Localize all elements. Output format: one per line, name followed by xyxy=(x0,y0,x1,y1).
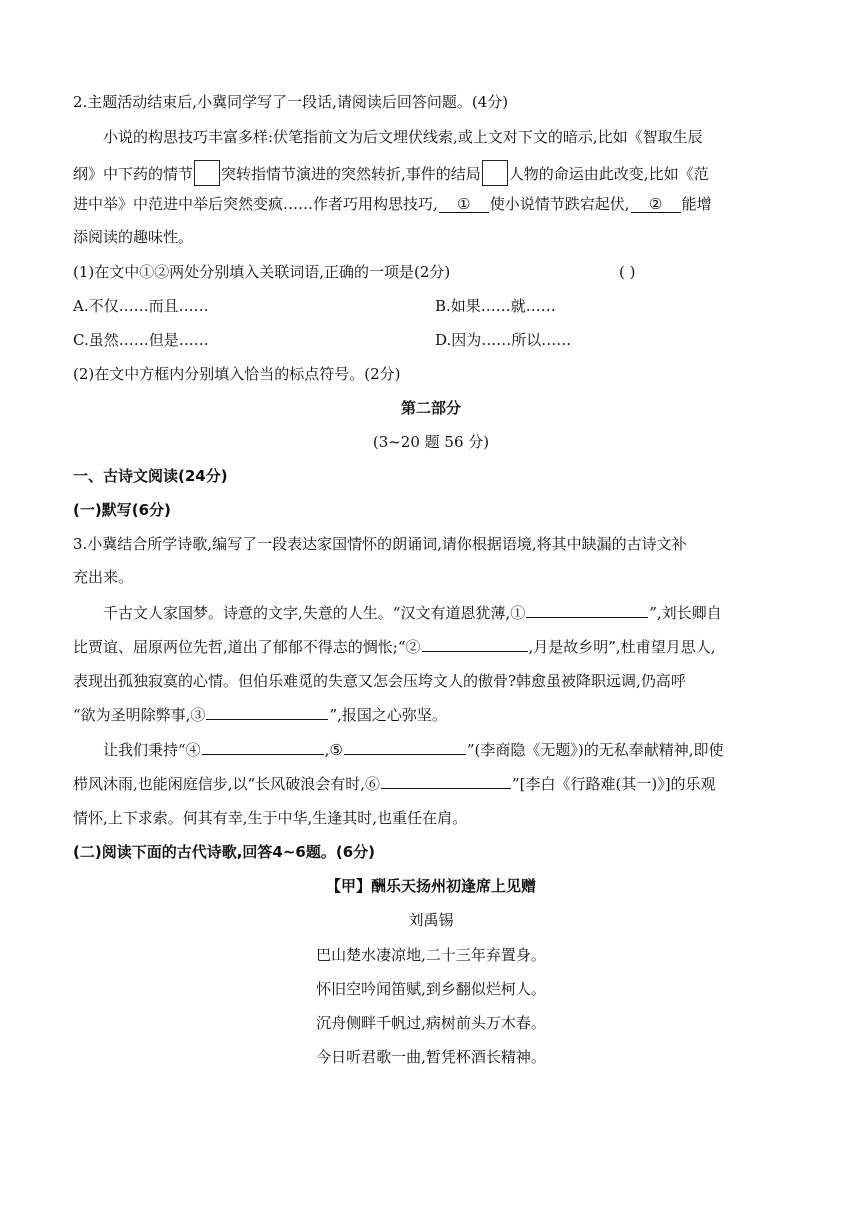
q3-line-2: 充出来。 xyxy=(73,568,134,586)
q2-text-d: 进中举》中范进中举后突然变疯……作者巧用构思技巧, xyxy=(73,195,438,213)
q2-text-a: 纲》中下药的情节 xyxy=(73,165,194,183)
blank-q3-2[interactable] xyxy=(422,651,528,652)
q3-p1-text-b: ”,刘长卿自 xyxy=(649,604,722,622)
blank-q3-6[interactable] xyxy=(381,788,511,789)
q3-p1-line-3: 表现出孤独寂寞的心情。但伯乐难觅的失意又怎会压垮文人的傲骨?韩愈虽被降职远调,仍高呼 xyxy=(73,672,686,690)
q3-p1-line-2 xyxy=(73,637,715,657)
answer-paren[interactable]: ( ) xyxy=(619,263,636,281)
section1-title: 一、古诗文阅读(24分) xyxy=(73,467,228,485)
poem-author: 刘禹锡 xyxy=(408,911,454,929)
q3-p1-text-e: “欲为圣明除弊事,③ xyxy=(73,706,206,724)
blank-q3-1[interactable] xyxy=(526,617,648,618)
q3-p2-text-d: 栉风沐雨,也能闲庭信步,以“长风破浪会有时,⑥ xyxy=(73,775,380,793)
options-row-2 xyxy=(73,330,789,350)
q2-text-e: 使小说情节跌宕起伏, xyxy=(489,195,630,213)
blank-2[interactable]: ② xyxy=(631,196,681,213)
part2-title: 第二部分 xyxy=(400,399,461,417)
q2-text-c: 人物的命运由此改变,比如《范 xyxy=(508,165,709,183)
q3-p1-text-f: ”,报国之心弥坚。 xyxy=(329,706,447,724)
poem-line-2: 怀旧空吟闻笛赋,到乡翻似烂柯人。 xyxy=(316,980,546,998)
q3-p2-text-b: ,⑤ xyxy=(324,741,343,759)
punctuation-box-1[interactable] xyxy=(194,160,220,186)
blank-q3-4[interactable] xyxy=(202,754,324,755)
q3-line-1: 3.小冀结合所学诗歌,编写了一段表达家国情怀的朗诵词,请你根据语境,将其中缺漏的古诗文补 xyxy=(73,535,687,553)
blank-q3-3[interactable] xyxy=(206,719,328,720)
section2-title: (二)阅读下面的古代诗歌,回答4~6题。(6分) xyxy=(73,843,376,861)
q3-p2-text-e: ”[李白《行路难(其一)》]的乐观 xyxy=(511,775,716,793)
blank-q3-5[interactable] xyxy=(344,754,466,755)
blank-1[interactable]: ① xyxy=(439,196,489,213)
punctuation-box-2[interactable] xyxy=(482,160,508,186)
poem-line-3: 沉舟侧畔千帆过,病树前头万木春。 xyxy=(316,1014,546,1032)
q2-sub1 xyxy=(73,262,789,282)
q2-text-b: 突转指情节演进的突然转折,事件的结局 xyxy=(221,165,481,183)
q2-text-f: 能增 xyxy=(681,195,712,213)
q3-p2-line-3: 情怀,上下求索。何其有幸,生于中华,生逢其时,也重任在肩。 xyxy=(73,809,468,827)
section1-sub1: (一)默写(6分) xyxy=(73,501,171,519)
q3-p1-line-4 xyxy=(73,705,447,725)
q3-p1-text-d: ,月是故乡明”,杜甫望月思人, xyxy=(528,638,716,656)
q2-paragraph-line-2 xyxy=(73,160,709,186)
q3-p1-text-a: 千古文人家国梦。诗意的文字,失意的人生。“汉文有道恩犹薄,① xyxy=(103,604,526,622)
option-c[interactable]: C.虽然……但是…… xyxy=(73,331,209,349)
poem-line-4: 今日听君歌一曲,暂凭杯酒长精神。 xyxy=(316,1048,546,1066)
q2-paragraph-line-4: 添阅读的趣味性。 xyxy=(73,228,194,246)
q3-p1-line-1 xyxy=(103,603,722,623)
poem-line-1: 巴山楚水凄凉地,二十三年弃置身。 xyxy=(316,946,546,964)
q2-sub2: (2)在文中方框内分别填入恰当的标点符号。(2分) xyxy=(73,365,401,383)
option-d[interactable]: D.因为……所以…… xyxy=(435,331,572,349)
q2-paragraph-line-3 xyxy=(73,194,712,214)
q3-p1-text-c: 比贾谊、屈原两位先哲,道出了郁郁不得志的惆怅;“② xyxy=(73,638,421,656)
q2-paragraph-line-1: 小说的构思技巧丰富多样:伏笔指前文为后文埋伏线索,或上文对下文的暗示,比如《智取生辰 xyxy=(103,128,703,146)
q2-sub1-text: (1)在文中①②两处分别填入关联词语,正确的一项是(2分) xyxy=(73,263,451,281)
q3-p2-line-2 xyxy=(73,774,716,794)
q2-title: 2.主题活动结束后,小冀同学写了一段话,请阅读后回答问题。(4分) xyxy=(73,93,509,111)
part2-range: (3~20 题 56 分) xyxy=(372,433,490,451)
options-row-1 xyxy=(73,296,789,316)
q3-p2-text-c: ”(李商隐《无题》)的无私奉献精神,即使 xyxy=(466,741,724,759)
option-b[interactable]: B.如果……就…… xyxy=(435,297,556,315)
option-a[interactable]: A.不仅……而且…… xyxy=(73,297,209,315)
q3-p2-line-1 xyxy=(103,740,724,760)
poem-title: 【甲】酬乐天扬州初逢席上见赠 xyxy=(325,877,536,895)
q3-p2-text-a: 让我们秉持“④ xyxy=(103,741,201,759)
